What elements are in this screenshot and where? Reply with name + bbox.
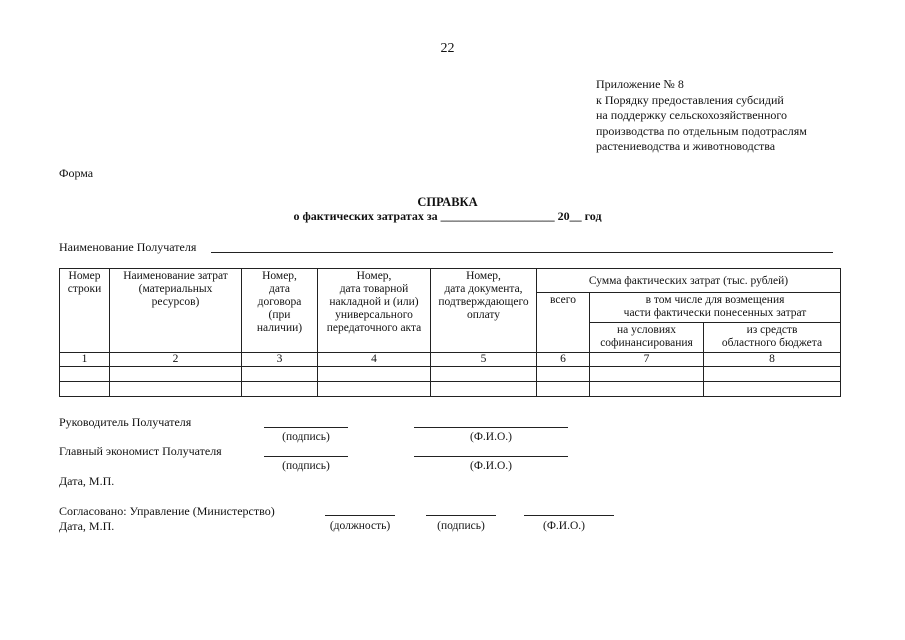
table-row [60,367,841,382]
table-cell[interactable] [318,382,431,397]
recipient-label: Наименование Получателя [59,240,197,254]
table-cell[interactable] [242,367,318,382]
position-caption: (должность) [329,520,391,532]
header-contract: Номер, дата договора (при наличии) [242,269,318,353]
table-header-row [60,269,841,293]
column-number: 2 [110,353,242,367]
document-subtitle: о фактических затратах за ___________________ 20__ год [293,209,602,223]
header-cofinancing: на условиях софинансирования [590,323,704,353]
table-cell[interactable] [537,382,590,397]
table-cell[interactable] [110,382,242,397]
table-cell[interactable] [60,367,110,382]
column-number: 7 [590,353,704,367]
appendix-line: производства по отдельным подотраслям [596,123,807,138]
table-cell[interactable] [431,367,537,382]
economist-label: Главный экономист Получателя [59,444,222,458]
table-cell[interactable] [704,382,841,397]
appendix-line: растениеводства и животноводства [596,139,776,153]
appendix-line: Приложение № 8 [596,77,684,91]
column-number: 1 [60,353,110,367]
header-reimburse-group: в том числе для возмещения части фактически понесенных затрат [590,293,841,323]
header-sum-group: Сумма фактических затрат (тыс. рублей) [537,269,841,293]
approval-signature-field[interactable] [426,515,496,516]
head-label: Руководитель Получателя [59,415,192,429]
column-number: 4 [318,353,431,367]
economist-name-field[interactable] [414,456,568,457]
table-cell[interactable] [704,367,841,382]
table-cell[interactable] [590,382,704,397]
approval-name-field[interactable] [524,515,614,516]
approval-date-stamp: Дата, М.П. [59,519,115,533]
form-label: Форма [59,166,94,180]
header-total: всего [537,293,590,353]
header-invoice: Номер, дата товарной накладной и (или) универсального передаточного акта [318,269,431,353]
table-row [60,382,841,397]
head-signature-field[interactable] [264,427,348,428]
table-cell[interactable] [537,367,590,382]
appendix-line: к Порядку предоставления субсидий [596,92,784,107]
appendix-note [596,77,807,155]
economist-signature-field[interactable] [264,456,348,457]
header-payment-doc: Номер, дата документа, подтверждающего оплату [431,269,537,353]
document-title: СПРАВКА [417,195,478,209]
page-number: 22 [440,41,455,56]
costs-table [59,268,841,397]
date-stamp: Дата, М.П. [59,474,115,488]
table-cell[interactable] [431,382,537,397]
column-number-row [60,353,841,367]
table-cell[interactable] [242,382,318,397]
table-cell[interactable] [590,367,704,382]
signature-caption: (подпись) [282,431,330,443]
head-name-field[interactable] [414,427,568,428]
column-number: 5 [431,353,537,367]
name-caption: (Ф.И.О.) [470,460,512,472]
column-number: 6 [537,353,590,367]
approval-position-field[interactable] [325,515,395,516]
column-number: 8 [704,353,841,367]
column-number: 3 [242,353,318,367]
table-cell[interactable] [318,367,431,382]
table-cell[interactable] [110,367,242,382]
recipient-name-field[interactable] [211,252,833,253]
table-cell[interactable] [60,382,110,397]
header-row-number: Номер строки [60,269,110,353]
header-regional-budget: из средств областного бюджета [704,323,841,353]
name-caption: (Ф.И.О.) [543,520,585,532]
header-cost-name: Наименование затрат (материальных ресурсов) [110,269,242,353]
signature-caption: (подпись) [282,460,330,472]
approval-label: Согласовано: Управление (Министерство) [59,504,275,518]
name-caption: (Ф.И.О.) [470,431,512,443]
signature-caption: (подпись) [437,520,485,532]
appendix-line: на поддержку сельскохозяйственного [596,108,788,122]
